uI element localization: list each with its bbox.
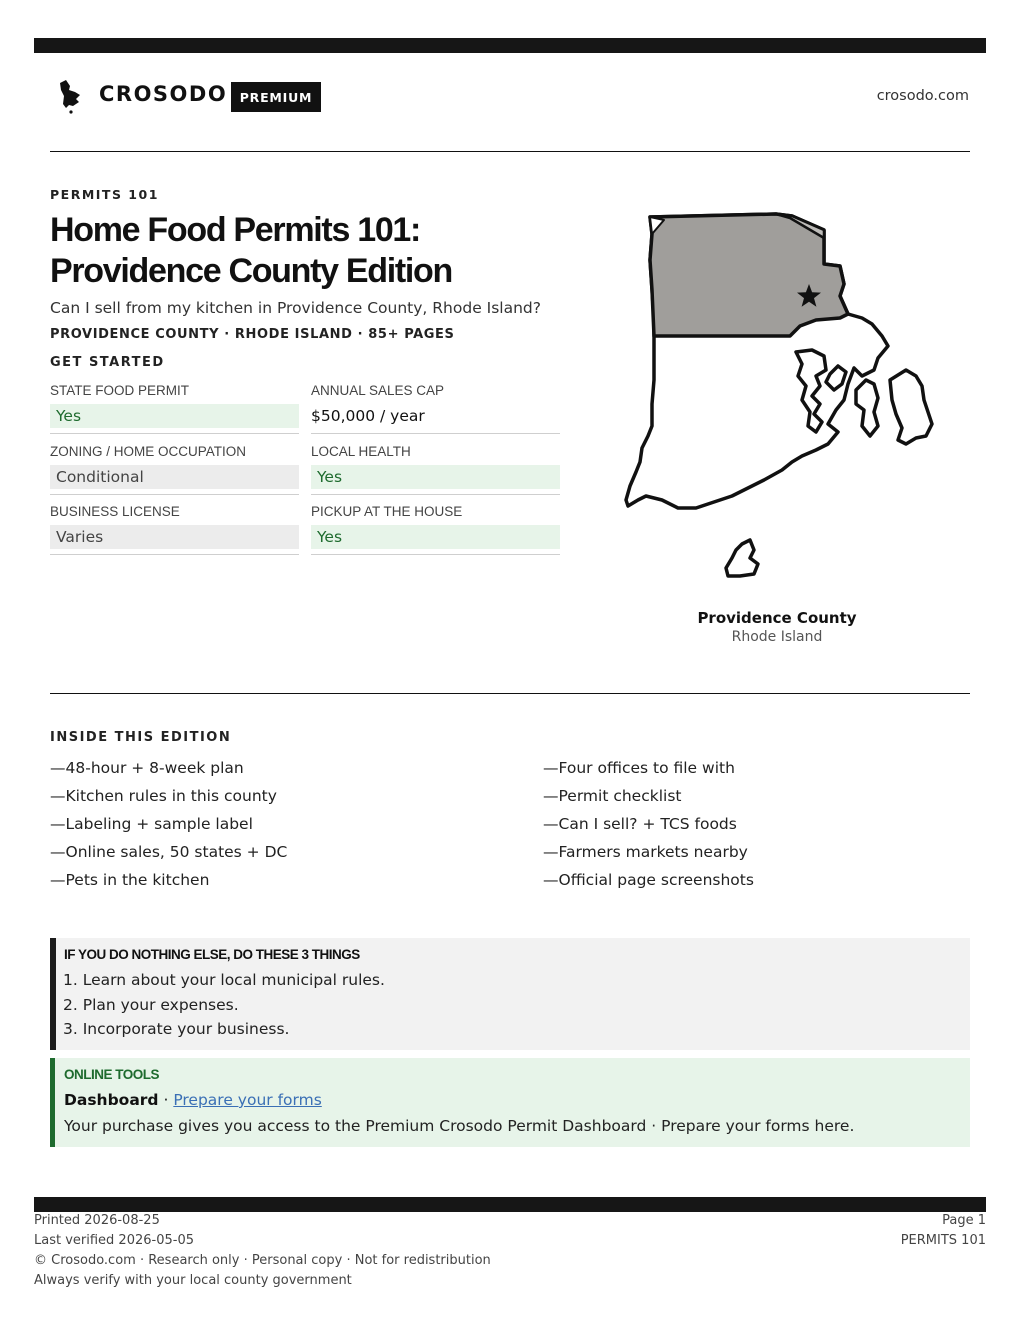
conanicut-island: [856, 380, 878, 436]
field-label: ZONING / HOME OCCUPATION: [50, 444, 247, 459]
toc-item: —Official page screenshots: [543, 871, 754, 889]
aquidneck-island: [890, 370, 932, 444]
field-label: ANNUAL SALES CAP: [311, 383, 445, 398]
brand-name[interactable]: CROSODO: [99, 82, 228, 106]
edition-meta: PROVIDENCE COUNTY · RHODE ISLAND · 85+ PAGES: [50, 327, 455, 342]
toc-item: —Permit checklist: [543, 787, 682, 805]
tools-accent-bar: [50, 1058, 55, 1147]
prepare-forms-link[interactable]: Prepare your forms: [173, 1091, 322, 1109]
field-business-license: [50, 504, 299, 555]
footer-section: PERMITS 101: [900, 1233, 986, 1248]
map-state-name: Rhode Island: [731, 629, 823, 645]
page-title: [50, 210, 610, 292]
map-caption: [677, 609, 877, 645]
field-value: Conditional: [50, 465, 299, 489]
toc-left-column: [50, 757, 287, 897]
callout-item: 3. Incorporate your business.: [63, 1020, 290, 1038]
block-island: [726, 540, 758, 576]
field-underline: [311, 433, 560, 434]
header-divider: [50, 151, 970, 152]
three-things-callout: [50, 938, 970, 1050]
disclaimer: Always verify with your local county government: [34, 1273, 352, 1288]
site-url-link[interactable]: crosodo.com: [876, 88, 969, 104]
online-tools-box: [50, 1058, 970, 1147]
section-kicker: PERMITS 101: [50, 187, 159, 202]
section-divider: [50, 693, 970, 694]
callout-list: [63, 970, 385, 1044]
get-started-heading: GET STARTED: [50, 355, 165, 370]
tools-separator: ·: [158, 1091, 174, 1109]
field-underline: [311, 554, 560, 555]
callout-title: IF YOU DO NOTHING ELSE, DO THESE 3 THINGS: [64, 947, 360, 962]
footer-right: [901, 1213, 986, 1253]
field-value: Varies: [50, 525, 299, 549]
field-pickup: [311, 504, 560, 555]
field-value: Yes: [311, 465, 560, 489]
map-county-name: Providence County: [697, 609, 857, 627]
field-value: $50,000 / year: [311, 407, 425, 425]
callout-accent-bar: [50, 938, 56, 1050]
county-map: [616, 200, 946, 590]
toc-item: —Farmers markets nearby: [543, 843, 748, 861]
printed-date: Printed 2026-08-25: [34, 1213, 160, 1228]
field-local-health: [311, 444, 560, 495]
footer-left: [34, 1213, 491, 1293]
toc-right-column: [543, 757, 754, 897]
toc-item: —Labeling + sample label: [50, 815, 253, 833]
top-bar: [34, 38, 986, 53]
field-label: STATE FOOD PERMIT: [50, 383, 190, 398]
callout-item: 2. Plan your expenses.: [63, 995, 239, 1014]
title-line-1: Home Food Permits 101:: [50, 211, 421, 249]
field-underline: [50, 433, 299, 434]
field-annual-sales-cap: [311, 383, 560, 434]
field-underline: [50, 554, 299, 555]
toc-item: —Can I sell? + TCS foods: [543, 815, 737, 833]
crosodo-logo-icon: [56, 78, 86, 116]
field-label: PICKUP AT THE HOUSE: [311, 504, 463, 519]
copyright: © Crosodo.com · Research only · Personal copy · Not for redistribution: [34, 1253, 491, 1268]
premium-badge: PREMIUM: [231, 82, 321, 112]
toc-item: —Kitchen rules in this county: [50, 787, 277, 805]
inside-edition-heading: INSIDE THIS EDITION: [50, 730, 232, 745]
title-line-2: Providence County Edition: [50, 252, 452, 290]
verified-date: Last verified 2026-05-05: [34, 1233, 194, 1248]
dashboard-label: Dashboard: [64, 1091, 159, 1109]
field-value: Yes: [50, 404, 299, 428]
field-zoning: [50, 444, 299, 495]
toc-item: —Pets in the kitchen: [50, 871, 210, 889]
field-underline: [311, 494, 560, 495]
field-value: Yes: [311, 525, 560, 549]
toc-item: —Online sales, 50 states + DC: [50, 843, 288, 861]
tools-links-row: [64, 1091, 322, 1109]
field-label: LOCAL HEALTH: [311, 444, 411, 459]
field-state-food-permit: [50, 383, 299, 434]
callout-item: 1. Learn about your local municipal rules.: [63, 971, 385, 989]
footer-bar: [34, 1197, 986, 1212]
field-label: BUSINESS LICENSE: [50, 504, 180, 519]
toc-item: —Four offices to file with: [543, 759, 735, 777]
page-number: Page 1: [942, 1213, 986, 1228]
page-subtitle: Can I sell from my kitchen in Providence County, Rhode Island?: [50, 299, 541, 317]
tools-description: Your purchase gives you access to the Premium Crosodo Permit Dashboard · Prepare your forms here.: [64, 1117, 855, 1135]
field-underline: [50, 494, 299, 495]
toc-item: —48-hour + 8-week plan: [50, 759, 244, 777]
tools-title: ONLINE TOOLS: [64, 1067, 160, 1082]
